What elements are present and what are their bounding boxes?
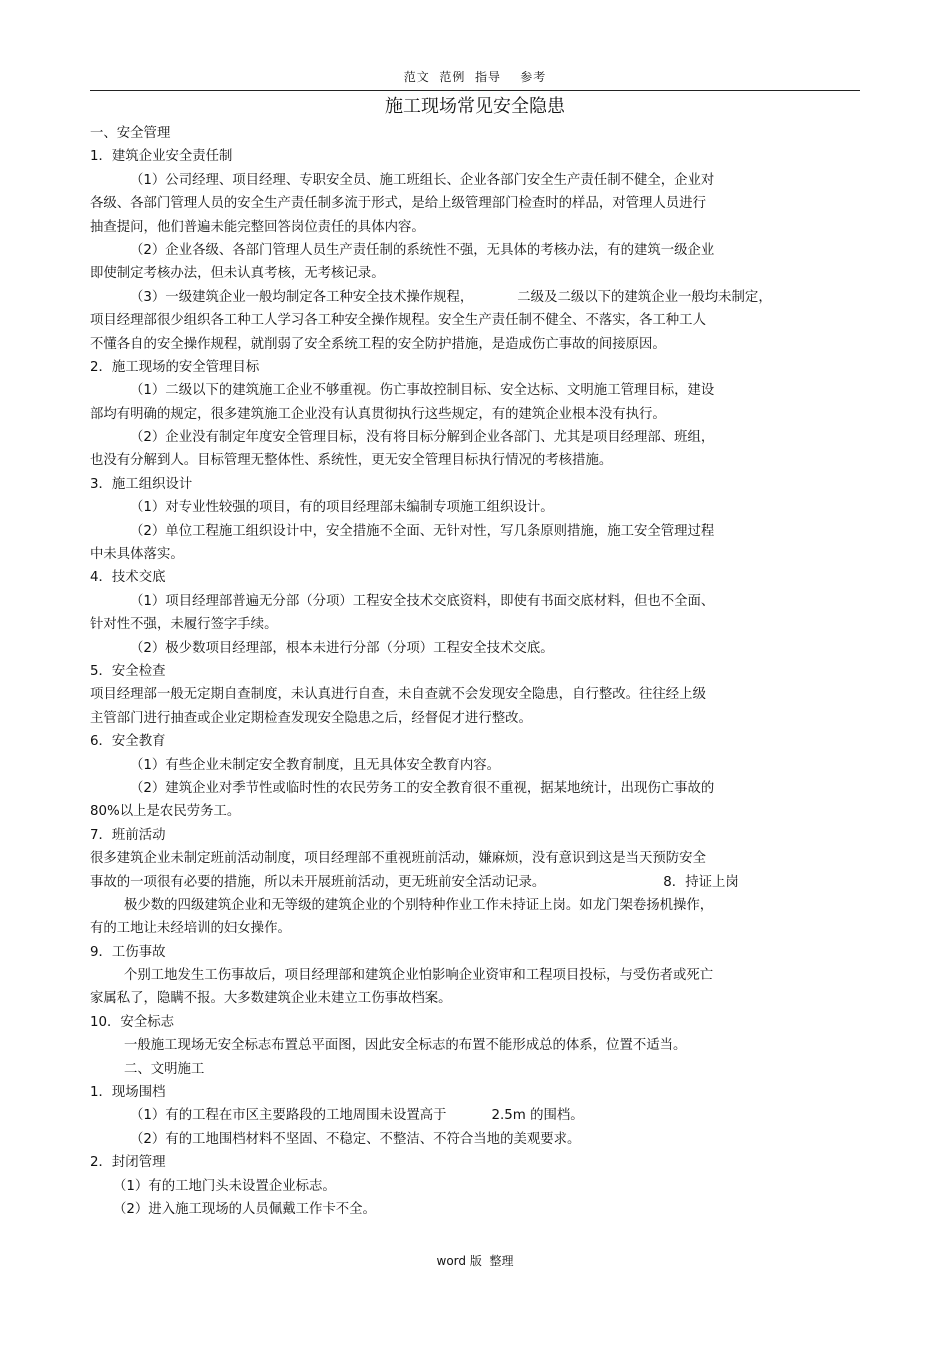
paragraph-line — [90, 286, 825, 309]
subsection-heading: 1．建筑企业安全责任制 — [90, 149, 233, 165]
paragraph-line: （2）进入施工现场的人员佩戴工作卡不全。 — [113, 1201, 376, 1217]
paragraph-line: 也没有分解到人。目标管理无整体性、系统性，更无安全管理目标执行情况的考核措施。 — [90, 453, 613, 469]
paragraph-line: 即使制定考核办法，但未认真考核，无考核记录。 — [90, 266, 385, 282]
paragraph-line: 很多建筑企业未制定班前活动制度，项目经理部不重视班前活动，嫌麻烦，没有意识到这是当天预防安全 — [90, 851, 706, 867]
paragraph-line: （2）建筑企业对季节性或临时性的农民劳务工的安全教育很不重视，据某地统计，出现伤亡事故的 — [130, 780, 715, 796]
subsection-heading: 2．封闭管理 — [90, 1155, 166, 1171]
paragraph-line: （1）对专业性较强的项目，有的项目经理部未编制专项施工组织设计。 — [130, 500, 554, 516]
subsection-heading: 4．技术交底 — [90, 570, 166, 586]
text-run: （3）一级建筑企业一般均制定各工种安全技术操作规程， — [130, 289, 474, 305]
paragraph-line: 抽查提问，他们普遍未能完整回答岗位责任的具体内容。 — [90, 219, 425, 235]
paragraph-line: 一般施工现场无安全标志布置总平面图，因此安全标志的布置不能形成总的体系，位置不适当。 — [124, 1038, 687, 1054]
paragraph-line: 有的工地让未经培训的妇女操作。 — [90, 921, 291, 937]
subsection-heading: 7．班前活动 — [90, 827, 166, 843]
section-heading: 二、文明施工 — [124, 1061, 205, 1077]
paragraph-line — [90, 871, 825, 894]
footer-text: 整理 — [489, 1254, 514, 1268]
paragraph-line: （1）项目经理部普遍无分部（分项）工程安全技术交底资料，即使有书面交底材料，但也不全面、 — [130, 593, 715, 609]
subsection-heading: 3．施工组织设计 — [90, 476, 193, 492]
paragraph-line: 不懂各自的安全操作规程，就削弱了安全系统工程的安全防护措施，是造成伤亡事故的间接原因。 — [90, 336, 666, 352]
subsection-heading: 8．持证上岗 — [663, 874, 739, 890]
text-run: 2.5m 的围档。 — [491, 1108, 584, 1124]
paragraph-line: （2）有的工地围档材料不坚固、不稳定、不整洁、不符合当地的美观要求。 — [130, 1131, 581, 1147]
subsection-heading: 9．工伤事故 — [90, 944, 166, 960]
text-run: 事故的一项很有必要的措施，所以未开展班前活动，更无班前安全活动记录。 — [90, 874, 546, 890]
header-rule — [90, 90, 860, 91]
paragraph-line: 项目经理部一般无定期自查制度，未认真进行自查，未自查就不会发现安全隐患，自行整改。往往经上级 — [90, 687, 706, 703]
paragraph-line: 主管部门进行抽查或企业定期检查发现安全隐患之后，经督促才进行整改。 — [90, 710, 532, 726]
subsection-heading: 5．安全检查 — [90, 663, 166, 679]
paragraph-line: （1）有些企业未制定安全教育制度，且无具体安全教育内容。 — [130, 757, 501, 773]
paragraph-line: 个别工地发生工伤事故后，项目经理部和建筑企业怕影响企业资审和工程项目投标，与受伤者或死亡 — [124, 968, 714, 984]
page-footer — [0, 1252, 950, 1269]
paragraph-line: 80%以上是农民劳务工。 — [90, 804, 241, 820]
page-header: 范文 范例 指导 参考 — [403, 70, 547, 84]
document-title: 施工现场常见安全隐患 — [385, 96, 565, 117]
document-body — [90, 122, 825, 1221]
paragraph-line: 针对性不强，未履行签字手续。 — [90, 617, 278, 633]
paragraph-line: （1）二级以下的建筑施工企业不够重视。伤亡事故控制目标、安全达标、文明施工管理目标，建设 — [130, 383, 715, 399]
section-heading: 一、安全管理 — [90, 126, 171, 141]
footer-text: word — [436, 1254, 466, 1268]
text-run: 二级及二级以下的建筑企业一般均未制定， — [517, 289, 772, 305]
paragraph-line: （1）公司经理、项目经理、专职安全员、施工班组长、企业各部门安全生产责任制不健全，企业对 — [130, 172, 715, 188]
text-run: （1）有的工程在市区主要路段的工地周围未设置高于 — [130, 1108, 447, 1124]
paragraph-line: （2）极少数项目经理部，根本未进行分部（分项）工程安全技术交底。 — [130, 640, 554, 656]
paragraph-line: 极少数的四级建筑企业和无等级的建筑企业的个别特种作业工作未持证上岗。如龙门架卷扬机操作， — [124, 897, 714, 913]
footer-text: 版 — [469, 1254, 482, 1268]
paragraph-line: 各级、各部门管理人员的安全生产责任制多流于形式，是给上级管理部门检查时的样品，对管理人员进行 — [90, 196, 706, 212]
subsection-heading: 2．施工现场的安全管理目标 — [90, 359, 260, 375]
paragraph-line — [90, 1104, 825, 1127]
paragraph-line: （2）企业没有制定年度安全管理目标，没有将目标分解到企业各部门、尤其是项目经理部、班组， — [130, 430, 715, 446]
paragraph-line: 中未具体落实。 — [90, 547, 184, 563]
subsection-heading: 6．安全教育 — [90, 734, 166, 750]
paragraph-line: （2）单位工程施工组织设计中，安全措施不全面、无针对性，写几条原则措施，施工安全管理过程 — [130, 523, 715, 539]
paragraph-line: 家属私了，隐瞒不报。大多数建筑企业未建立工伤事故档案。 — [90, 991, 452, 1007]
subsection-heading: 10．安全标志 — [90, 1014, 174, 1030]
subsection-heading: 1．现场围档 — [90, 1085, 166, 1101]
paragraph-line: （2）企业各级、各部门管理人员生产责任制的系统性不强，无具体的考核办法，有的建筑一级企业 — [130, 242, 715, 258]
paragraph-line: 项目经理部很少组织各工种工人学习各工种安全操作规程。安全生产责任制不健全、不落实，各工种工人 — [90, 313, 706, 329]
paragraph-line: 部均有明确的规定，很多建筑施工企业没有认真贯彻执行这些规定，有的建筑企业根本没有执行。 — [90, 406, 666, 422]
paragraph-line: （1）有的工地门头未设置企业标志。 — [113, 1178, 336, 1194]
